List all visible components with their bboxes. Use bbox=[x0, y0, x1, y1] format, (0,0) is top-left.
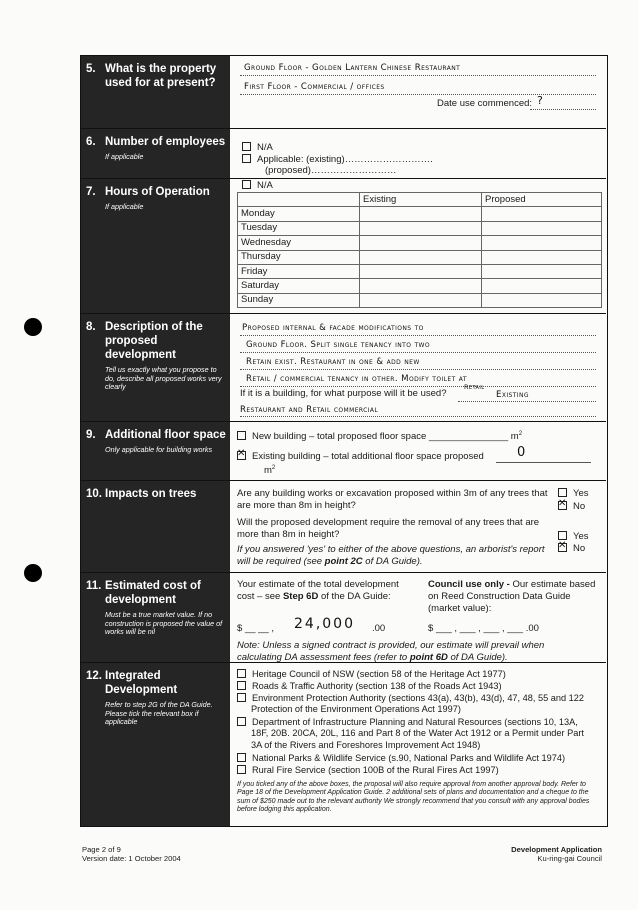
punch-hole bbox=[24, 318, 42, 336]
list-item: Environment Protection Authority (sections 43(a), 43(b), 43(d), 47, 48, 55 and 122 Protection of the Environment Operations Act 1997) bbox=[237, 693, 592, 716]
section-12 bbox=[81, 663, 606, 826]
document-title: Development Application bbox=[511, 845, 602, 854]
estimate-disclaimer: Note: Unless a signed contract is provided, our estimate will prevail when calculating DA assessment fees (refer to point 6D of DA Guide). bbox=[237, 640, 545, 663]
section-title: Description of the proposed development bbox=[105, 321, 203, 361]
section-10: 10. Impacts on trees Are any building works or excavation proposed within 3m of any trees that are more than 8m in height? Yes ✕No Will the proposed development require the removal of any trees that are more than 8m in height? Yes ✕No If you answered 'yes' to either of the above questions, an arborist's report will be required (see point 2C of DA Guide). bbox=[81, 481, 606, 573]
table-row: Monday bbox=[238, 207, 602, 221]
section-number: 5. bbox=[86, 63, 96, 75]
rfs-checkbox[interactable] bbox=[237, 765, 246, 774]
table-row: Tuesday bbox=[238, 221, 602, 235]
section-note: If applicable bbox=[105, 202, 144, 211]
table-row: Sunday bbox=[238, 293, 602, 307]
version-date: Version date: 1 October 2004 bbox=[82, 854, 181, 863]
estimated-cost-value[interactable]: 24,000 bbox=[294, 616, 355, 632]
punch-hole bbox=[24, 564, 42, 582]
section-note: Only applicable for building works bbox=[105, 445, 213, 454]
list-item: Rural Fire Service (section 100B of the Rural Fires Act 1997) bbox=[237, 765, 592, 776]
tree-question-2: Will the proposed development require the removal of any trees that are more than 8m in height? bbox=[237, 517, 540, 540]
section-number: 11. bbox=[86, 580, 102, 592]
table-row: Wednesday bbox=[238, 236, 602, 250]
handwritten-purpose: Existing bbox=[496, 390, 529, 400]
list-item: Roads & Traffic Authority (section 138 of the Roads Act 1943) bbox=[237, 681, 592, 692]
section-11: 11. Estimated cost of development Must be a true market value. If no construction is proposed the value of works will be nil Your estimate of the total development cost – see Step 6D of the DA Guide: Council use only - Our estimate based on Reed Construction Data Guide (market value): $ __ __ , 24,000 .00 $ ___ , ___ , ___ , ___ .00 Note: Unless a signed contract is provided, our estimate will prevail when calculating DA assessment fees (refer to point 6D of DA Guide). bbox=[81, 573, 606, 663]
column-proposed: Proposed bbox=[482, 193, 602, 207]
date-commenced-value[interactable]: ? bbox=[537, 94, 544, 107]
q2-no-checkbox[interactable] bbox=[558, 543, 567, 552]
additional-floor-space-value[interactable]: 0 bbox=[517, 445, 526, 460]
section-title: Number of employees bbox=[105, 136, 226, 148]
section-number: 9. bbox=[86, 429, 96, 441]
table-row: Thursday bbox=[238, 250, 602, 264]
section-title: Estimated cost of development bbox=[105, 580, 201, 606]
handwritten-purpose: Restaurant and Retail commercial bbox=[240, 405, 379, 415]
arborist-note: If you answered 'yes' to either of the above questions, an arborist's report will be required (see point 2C of DA Guide). bbox=[237, 544, 545, 567]
page-number: Page 2 of 9 bbox=[82, 845, 121, 854]
section-5 bbox=[81, 56, 606, 129]
section-note: Refer to step 2G of the DA Guide. Please tick the relevant box if applicable bbox=[105, 700, 213, 726]
section-note: Must be a true market value. If no construction is proposed the value of works will be nil bbox=[105, 610, 223, 636]
employees-existing-field[interactable]: (existing)………………………. bbox=[306, 154, 433, 165]
section-number: 12. bbox=[86, 670, 102, 682]
date-commenced-label: Date use commenced: bbox=[437, 98, 533, 109]
new-building-checkbox[interactable] bbox=[237, 431, 246, 440]
handwritten-use-line1: Ground Floor - Golden Lantern Chinese Restaurant bbox=[244, 63, 461, 73]
q1-yes-checkbox[interactable] bbox=[558, 488, 567, 497]
na-checkbox[interactable] bbox=[242, 180, 251, 189]
list-item: National Parks & Wildlife Service (s.90, National Parks and Wildlife Act 1974) bbox=[237, 753, 607, 764]
table-row: Saturday bbox=[238, 279, 602, 293]
section-title: What is the property used for at present? bbox=[105, 63, 217, 89]
employees-proposed-field[interactable]: (proposed)……………………… bbox=[265, 165, 397, 176]
list-item: Department of Infrastructure Planning and Natural Resources (sections 10, 13A, 18F, 20B. 20CA, 20L, 116 and Part 8 of the Water Act 1912 or a Permit under Part 3A of the Rivers and Foreshores Improvement Act 1948) bbox=[237, 717, 592, 751]
heritage-checkbox[interactable] bbox=[237, 669, 246, 678]
dipnr-checkbox[interactable] bbox=[237, 717, 246, 726]
tree-question-1: Are any building works or excavation proposed within 3m of any trees that are more than 8m in height? bbox=[237, 488, 548, 511]
table-row: Friday bbox=[238, 264, 602, 278]
section-title: Additional floor space bbox=[105, 429, 226, 441]
column-existing: Existing bbox=[360, 193, 482, 207]
section-7: 7. Hours of Operation If applicable N/A Existing Proposed Monday Tuesday Wednesday Thursday Friday Saturday Sunday bbox=[81, 179, 606, 314]
section-title: Integrated Development bbox=[105, 670, 178, 696]
da-form bbox=[80, 55, 608, 827]
section-number: 10. bbox=[86, 488, 102, 500]
section-number: 8. bbox=[86, 321, 96, 333]
handwritten-description: Retain exist. Restaurant in one & add new bbox=[246, 357, 420, 367]
section-8: 8. Description of the proposed development Tell us exactly what you propose to do, describe all proposed works very clearly Proposed internal & facade modifications to Ground Floor. Split single tenancy into two Retain exist. Restaurant in one & add new Retail / commercial tenancy in other. Modify toilet at If it is a building, for what purpose will it be used? Retail Existing Restaurant and Retail commercial bbox=[81, 314, 606, 422]
section-number: 6. bbox=[86, 136, 96, 148]
estimate-field[interactable]: $ __ __ , bbox=[237, 623, 274, 634]
council-estimate-label: Council use only - Our estimate based on Reed Construction Data Guide (market value): bbox=[428, 579, 596, 614]
section-9: 9. Additional floor space Only applicable for building works New building – total proposed floor space _______________ $m^2$ ✕Existing building – total additional floor space proposed 0 $m^2$ bbox=[81, 422, 606, 481]
section-note: If applicable bbox=[105, 152, 144, 161]
handwritten-description: Ground Floor. Split single tenancy into two bbox=[246, 340, 431, 350]
handwritten-use-line2: First Floor - Commercial / offices bbox=[244, 82, 385, 92]
purpose-question: If it is a building, for what purpose will it be used? bbox=[240, 388, 447, 399]
handwritten-description: Retail / commercial tenancy in other. Modify toilet at bbox=[246, 374, 467, 384]
q2-yes-checkbox[interactable] bbox=[558, 531, 567, 540]
hours-table bbox=[237, 192, 602, 308]
section-title: Hours of Operation bbox=[105, 186, 210, 198]
handwritten-description: Proposed internal & facade modifications to bbox=[242, 323, 424, 333]
section-6: 6. Number of employees If applicable N/A Applicable: (existing)………………………. (proposed)……………………… bbox=[81, 129, 606, 179]
council-name: Ku-ring-gai Council bbox=[537, 854, 602, 863]
footer-right bbox=[511, 845, 602, 863]
integrated-footnote: If you ticked any of the above boxes, the proposal will also require approval from another approval body. Refer to Page 18 of the Development Application Guide. 2 additional sets of plans and documentation and a cheque to the sum of $250 made out to the relevant authority We strongly recommend that you consult with any approval bodies before lodging this application. bbox=[237, 781, 590, 814]
existing-building-checkbox[interactable] bbox=[237, 451, 246, 460]
footer-left bbox=[82, 845, 181, 863]
q1-no-checkbox[interactable] bbox=[558, 501, 567, 510]
section-number: 7. bbox=[86, 186, 96, 198]
applicable-checkbox[interactable] bbox=[242, 154, 251, 163]
section-title: Impacts on trees bbox=[105, 488, 197, 500]
section-note: Tell us exactly what you propose to do, describe all proposed works very clearly bbox=[105, 365, 222, 391]
npws-checkbox[interactable] bbox=[237, 753, 246, 762]
council-estimate-field[interactable]: $ ___ , ___ , ___ , ___ .00 bbox=[428, 623, 539, 634]
na-checkbox[interactable] bbox=[242, 142, 251, 151]
list-item: Heritage Council of NSW (section 58 of the Heritage Act 1977) bbox=[237, 669, 592, 680]
rta-checkbox[interactable] bbox=[237, 681, 246, 690]
epa-checkbox[interactable] bbox=[237, 693, 246, 702]
estimate-label: Your estimate of the total development cost – see Step 6D of the DA Guide: bbox=[237, 579, 399, 602]
